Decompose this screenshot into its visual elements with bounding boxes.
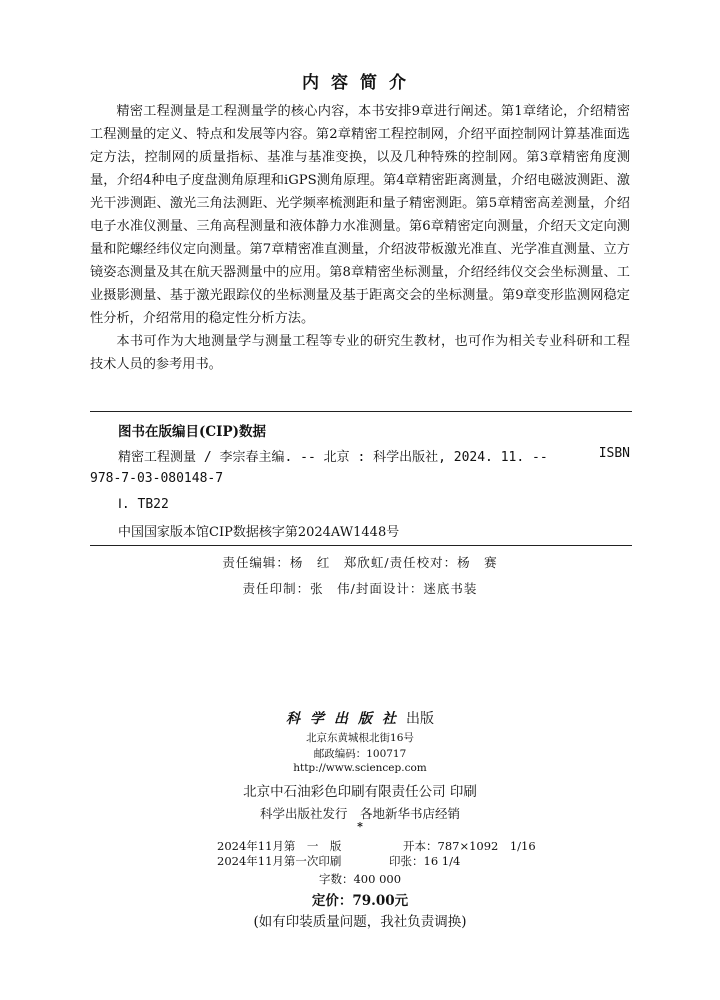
printer-line: 北京中石油彩色印刷有限责任公司 印刷 [243,784,477,800]
introduction [90,100,630,376]
cip-classification: Ⅰ. TB22 [118,497,169,512]
cip-title: 图书在版编目(CIP)数据 [118,424,266,440]
publisher-address: 北京东黄城根北街16号 [306,732,414,744]
intro-paragraph-2: 本书可作为大地测量学与测量工程等专业的研究生教材，也可作为相关专业科研和工程技术人员的参考用书。 [90,334,630,372]
cip-isbn: 978-7-03-080148-7 [90,471,224,486]
print-date: 2024年11月第一次印刷 [217,854,342,868]
intro-paragraph-1: 精密工程测量是工程测量学的核心内容，本书安排9章进行阐述。第1章绪论，介绍精密工程测量的定义、特点和发展等内容。第2章精密工程控制网，介绍平面控制网计算基准面选定方法，控制网的质量指标、基准与基准变换，以及几种特殊的控制网。第3章精密角度测量，介绍4种电子度盘测角原理和iGPS测角原理。第4章精密距离测量，介绍电磁波测距、激光干涉测距、激光三角法测距、光学频率梳测距和量子精密测距。第5章精密高差测量，介绍电子水准仪测量、三角高程测量和液体静力水准测量。第6章精密定向测量，介绍天文定向测量和陀螺经纬仪定向测量。第7章精密准直测量，介绍波带板激光准直、光学准直测量、立方镜姿态测量及其在航天器测量中的应用。第8章精密坐标测量，介绍经纬仪交会坐标测量、工业摄影测量、基于激光跟踪仪的坐标测量及基于距离交会的坐标测量。第9章变形监测网稳定性分析，介绍常用的稳定性分析方法。 [90,104,630,326]
cip-line-1-right: ISBN [598,446,630,461]
printing-row [217,853,461,869]
divider-bottom [90,545,632,546]
page-title: 内容简介 [302,73,418,93]
printed-sheets: 印张：16 1/4 [389,854,461,868]
publisher-postcode: 邮政编码：100717 [313,748,407,760]
cip-record-number: 中国国家版本馆CIP数据核字第2024AW1448号 [118,525,400,540]
publisher-website: http://www.sciencep.com [293,762,427,774]
cip-line-1 [118,446,630,465]
separator-star: * [357,820,363,833]
quality-note: (如有印装质量问题，我社负责调换) [253,914,467,930]
staff-line-2: 责任印制：张 伟/封面设计：迷底书装 [242,581,478,596]
book-format: 开本：787×1092 1/16 [403,839,536,853]
publisher-line [0,708,720,728]
word-count: 字数：400 000 [318,872,402,886]
distribution-line: 科学出版社发行 各地新华书店经销 [259,806,460,821]
edition-row [217,838,536,854]
publisher-brand: 科学出版社 [286,711,406,727]
edition-date: 2024年11月第 一 版 [217,839,342,853]
price: 定价：79.00元 [311,893,409,909]
cip-line-1-left: 精密工程测量 / 李宗春主编. -- 北京 : 科学出版社, 2024. 11. -- [118,450,548,465]
divider-top [90,411,632,412]
publisher-suffix: 出版 [406,711,434,727]
staff-line-1: 责任编辑：杨 红 郑欣虹/责任校对：杨 赛 [222,555,498,570]
